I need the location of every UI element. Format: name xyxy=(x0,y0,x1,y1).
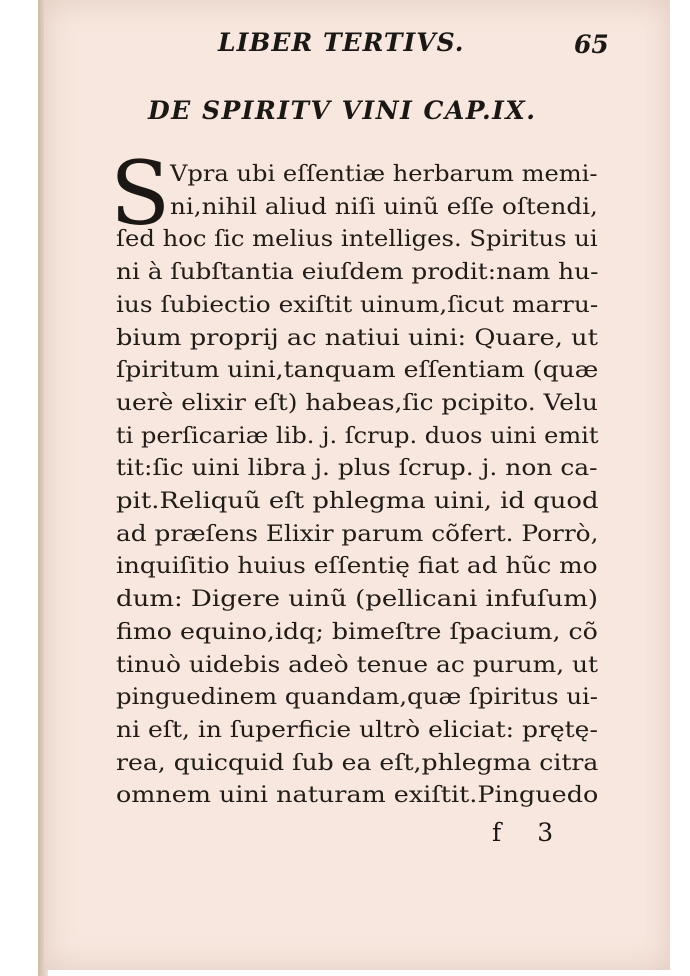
text-line: ius ſubiectio exiſtit uinum,ſicut marru- xyxy=(116,292,599,318)
text-line: ſed hoc ſic melius intelliges. Spiritus ui xyxy=(116,227,598,253)
text-line: ad præſens Elixir parum cõfert. Porrò, xyxy=(116,521,599,547)
text-line: ni,nihil aliud niſi uinũ eſſe oſtendi, xyxy=(170,194,598,220)
signature-mark: f 3 xyxy=(492,818,568,847)
text-line: ni à ſubſtantia eiuſdem prodit:nam hu- xyxy=(116,260,599,286)
text-line: bium proprij ac natiui uini: Quare, ut xyxy=(116,325,598,351)
text-line: fimo equino,idq; bimeſtre ſpacium, cõ xyxy=(116,619,598,645)
text-line: inquiſitio huius eſſentię fiat ad hũc mo xyxy=(116,554,598,580)
text-line: uerè elixir eſt) habeas,ſic pcipito. Velu xyxy=(116,390,598,416)
page-number: 65 xyxy=(574,30,609,59)
text-line: Vpra ubi eſſentiæ herbarum memi- xyxy=(170,162,598,187)
text-line: pit.Reliquũ eſt phlegma uini, id quod xyxy=(116,489,599,514)
text-line: omnem uini naturam exiſtit.Pinguedo xyxy=(116,783,599,809)
text-line: ni eſt, in ſuperficie ultrò eliciat: prętę- xyxy=(116,717,598,743)
text-line: tit:ſic uini libra j. plus ſcrup. j. non ca- xyxy=(116,456,598,482)
drop-cap: S xyxy=(110,142,171,245)
text-line: pinguedinem quandam,quæ ſpiritus ui- xyxy=(116,685,598,711)
text-line: dum: Digere uinũ (pellicani infuſum) xyxy=(116,587,599,613)
text-line: ſpiritum uini,tanquam eſſentiam (quæ xyxy=(116,358,599,384)
text-line: ti perſicariæ lib. j. ſcrup. duos uini emit xyxy=(116,423,599,449)
chapter-title: DE SPIRITV VINI CAP.IX. xyxy=(148,96,537,125)
running-head: LIBER TERTIVS. xyxy=(218,28,465,57)
text-line: tinuò uidebis adeò tenue ac purum, ut xyxy=(116,652,599,678)
text-line: rea, quicquid ſub ea eſt,phlegma citra xyxy=(116,750,599,776)
